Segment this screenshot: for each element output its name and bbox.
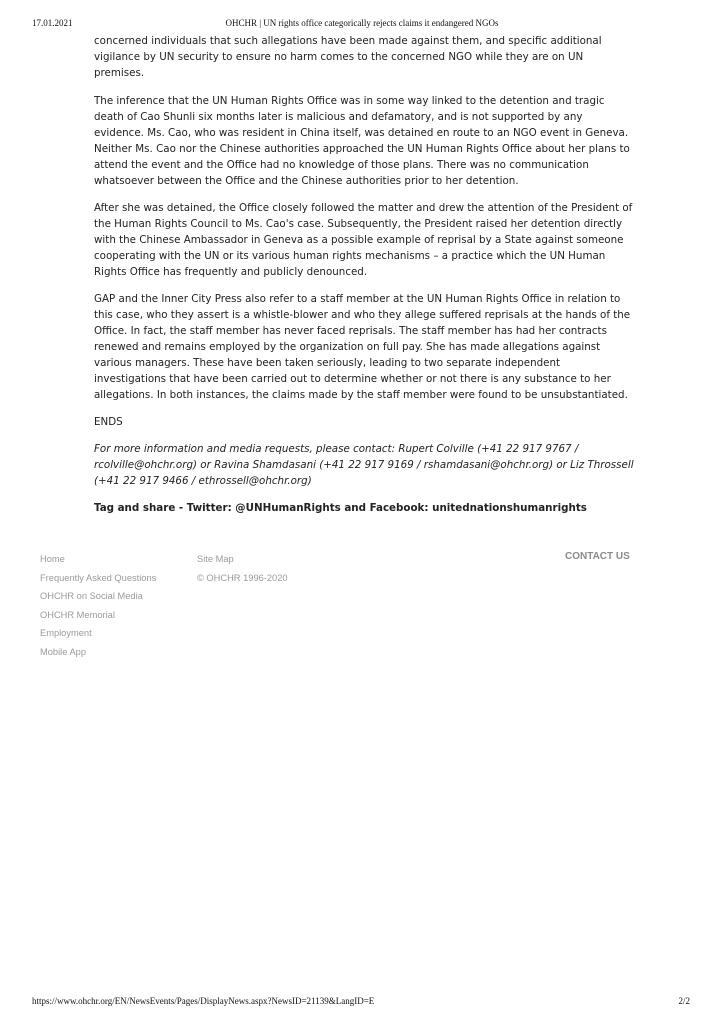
- footer-link-site-map[interactable]: Site Map: [197, 554, 234, 564]
- print-url: https://www.ohchr.org/EN/NewsEvents/Pages/DisplayNews.aspx?NewsID=21139&LangID=E: [32, 996, 375, 1006]
- email-link-throssell[interactable]: ethrossell@ohchr.org: [198, 475, 308, 487]
- email-link-shamdasani[interactable]: rshamdasani@ohchr.org: [423, 459, 550, 471]
- site-footer: [40, 550, 640, 670]
- print-page-title: OHCHR | UN rights office categorically rejects claims it endangered NGOs: [225, 18, 499, 28]
- article-paragraph: concerned individuals that such allegations have been made against them, and specific additional vigilance by UN security to ensure no harm comes to the concerned NGO while they are on UN premises.: [94, 35, 602, 79]
- article-paragraph: The inference that the UN Human Rights Office was in some way linked to the detention and tragic death of Cao Shunli six months later is malicious and defamatory, and is not supported by any evidence. Ms. Cao, who was resident in China itself, was detained en route to an NGO event in Geneva. Neither Ms. Cao nor the Chinese authorities approached the UN Human Rights Office about her plans to attend the event and the Office had no knowledge of those plans. There was no communication whatsoever between the Office and the Chinese authorities prior to her detention.: [94, 95, 630, 187]
- twitter-link[interactable]: @UNHumanRights: [235, 502, 341, 514]
- footer-links-column-2: [197, 550, 288, 587]
- copyright-notice: © OHCHR 1996-2020: [197, 572, 288, 583]
- article-paragraph: GAP and the Inner City Press also refer to a staff member at the UN Human Rights Office in relation to this case, who they assert is a whistle-blower and who they allege suffered reprisals at the hands of the Office. In fact, the staff member has never faced reprisals. The staff member has had her contracts renewed and remains employed by the organization on full pay. She has made allegations against various managers. These have been taken seriously, leading to two separate independent investigations that have been carried out to determine whether or not there is any substance to her allegations. In both instances, the claims made by the staff member were found to be unsubstantiated.: [94, 293, 631, 401]
- print-page-number: 2/2: [678, 996, 690, 1006]
- article-paragraph: After she was detained, the Office closely followed the matter and drew the attention of the President of the Human Rights Council to Ms. Cao's case. Subsequently, the President raised her detention directly with the Chinese Ambassador in Geneva as a possible example of reprisal by a State against someone cooperating with the UN or its various human rights mechanisms – a practice which the UN Human Rights Office has frequently and publicly denounced.: [94, 202, 633, 278]
- article-ends: ENDS: [94, 416, 123, 428]
- footer-link-social-media[interactable]: OHCHR on Social Media: [40, 591, 143, 602]
- facebook-link[interactable]: unitednationshumanrights: [432, 502, 587, 514]
- contact-text: ): [307, 475, 312, 487]
- footer-links-column: [40, 550, 156, 662]
- article-body: [94, 33, 634, 527]
- footer-link-home[interactable]: Home: [40, 554, 65, 564]
- email-link-colville[interactable]: rcolville@ohchr.org: [94, 459, 194, 471]
- tag-share-text: and Facebook:: [340, 502, 433, 514]
- tag-and-share: [94, 500, 634, 516]
- footer-link-memorial[interactable]: OHCHR Memorial: [40, 609, 115, 620]
- contact-text: ) or Liz Throssell (+41 22 917 9466 /: [94, 459, 634, 487]
- tag-share-prefix: Tag and share - Twitter:: [94, 502, 236, 514]
- contact-us-link[interactable]: CONTACT US: [565, 551, 630, 562]
- footer-link-employment[interactable]: Employment: [40, 628, 92, 639]
- media-contact-info: [94, 441, 634, 489]
- print-date: 17.01.2021: [32, 18, 73, 28]
- footer-link-faq[interactable]: Frequently Asked Questions: [40, 572, 157, 583]
- footer-link-mobile-app[interactable]: Mobile App: [40, 646, 86, 657]
- contact-text: ) or Ravina Shamdasani (+41 22 917 9169 /: [193, 459, 424, 471]
- contact-intro: For more information and media requests, please contact: Rupert Colville (+41 22 917 9767 /: [94, 443, 579, 455]
